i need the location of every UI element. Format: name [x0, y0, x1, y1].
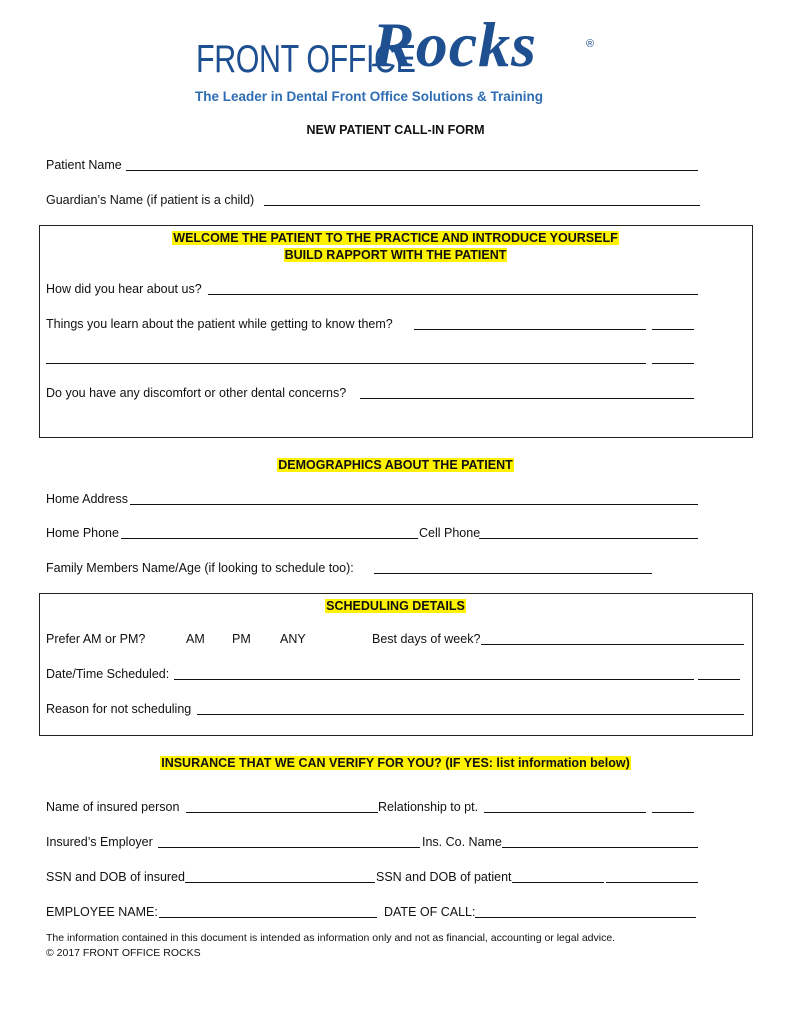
ssn-patient-field-end[interactable] [606, 882, 698, 883]
prefer-label: Prefer AM or PM? [46, 632, 146, 646]
home-phone-field[interactable] [121, 538, 418, 539]
ins-co-label: Ins. Co. Name [422, 835, 502, 849]
family-members-field[interactable] [374, 573, 652, 574]
demographics-heading: DEMOGRAPHICS ABOUT THE PATIENT [278, 458, 513, 472]
ssn-insured-label: SSN and DOB of insured [46, 870, 185, 884]
rapport-heading: BUILD RAPPORT WITH THE PATIENT [284, 248, 507, 262]
learn-about-field-2[interactable] [46, 363, 646, 364]
guardian-name-field[interactable] [264, 205, 700, 206]
ssn-insured-field[interactable] [185, 882, 375, 883]
employee-name-field[interactable] [159, 917, 377, 918]
tagline: The Leader in Dental Front Office Solutions & Training [195, 89, 544, 104]
reason-label: Reason for not scheduling [46, 702, 192, 716]
ssn-patient-field[interactable] [512, 882, 604, 883]
welcome-heading: WELCOME THE PATIENT TO THE PRACTICE AND INTRODUCE YOURSELF [173, 231, 618, 245]
hear-about-field[interactable] [208, 294, 698, 295]
date-of-call-field[interactable] [475, 917, 696, 918]
employee-name-label: EMPLOYEE NAME: [46, 905, 158, 919]
learn-about-field-2-end[interactable] [652, 363, 694, 364]
discomfort-label: Do you have any discomfort or other dental concerns? [46, 386, 347, 400]
relationship-field-end[interactable] [652, 812, 694, 813]
disclaimer: The information contained in this document is intended as information only and not as financial, accounting or legal advice. [46, 932, 616, 944]
cell-phone-field[interactable] [479, 538, 698, 539]
home-phone-label: Home Phone [46, 526, 119, 540]
scheduling-heading: SCHEDULING DETAILS [326, 599, 465, 613]
reason-field[interactable] [197, 714, 744, 715]
form-title: NEW PATIENT CALL-IN FORM [306, 123, 485, 137]
learn-about-field-end[interactable] [652, 329, 694, 330]
patient-name-label: Patient Name [46, 158, 122, 172]
insured-name-field[interactable] [186, 812, 378, 813]
am-option[interactable]: AM [186, 632, 205, 646]
relationship-label: Relationship to pt. [378, 800, 479, 814]
pm-option[interactable]: PM [232, 632, 251, 646]
patient-name-field[interactable] [126, 170, 698, 171]
insured-name-label: Name of insured person [46, 800, 180, 814]
relationship-field[interactable] [484, 812, 646, 813]
logo-prefix: FRONT OFFICE [196, 38, 416, 81]
ins-co-field[interactable] [502, 847, 698, 848]
cell-phone-label: Cell Phone [419, 526, 481, 540]
date-time-field[interactable] [174, 679, 694, 680]
learn-about-field[interactable] [414, 329, 646, 330]
hear-about-label: How did you hear about us? [46, 282, 202, 296]
best-days-label: Best days of week? [372, 632, 481, 646]
any-option[interactable]: ANY [280, 632, 306, 646]
logo-script: Rocks [372, 9, 537, 80]
home-address-field[interactable] [130, 504, 698, 505]
date-time-label: Date/Time Scheduled: [46, 667, 170, 681]
employer-label: Insured’s Employer [46, 835, 153, 849]
home-address-label: Home Address [46, 492, 128, 506]
learn-about-label: Things you learn about the patient while getting to know them? [46, 317, 393, 331]
copyright: © 2017 FRONT OFFICE ROCKS [46, 947, 201, 959]
employer-field[interactable] [158, 847, 420, 848]
registered-mark: ® [586, 38, 595, 50]
date-of-call-label: DATE OF CALL: [384, 905, 476, 919]
insurance-heading: INSURANCE THAT WE CAN VERIFY FOR YOU? (IF YES: list information below) [161, 756, 630, 770]
best-days-field[interactable] [481, 644, 744, 645]
ssn-patient-label: SSN and DOB of patient [376, 870, 512, 884]
discomfort-field[interactable] [360, 398, 694, 399]
family-members-label: Family Members Name/Age (if looking to schedule too): [46, 561, 354, 575]
logo [0, 8, 791, 108]
date-time-field-end[interactable] [698, 679, 740, 680]
guardian-name-label: Guardian’s Name (if patient is a child) [46, 193, 255, 207]
